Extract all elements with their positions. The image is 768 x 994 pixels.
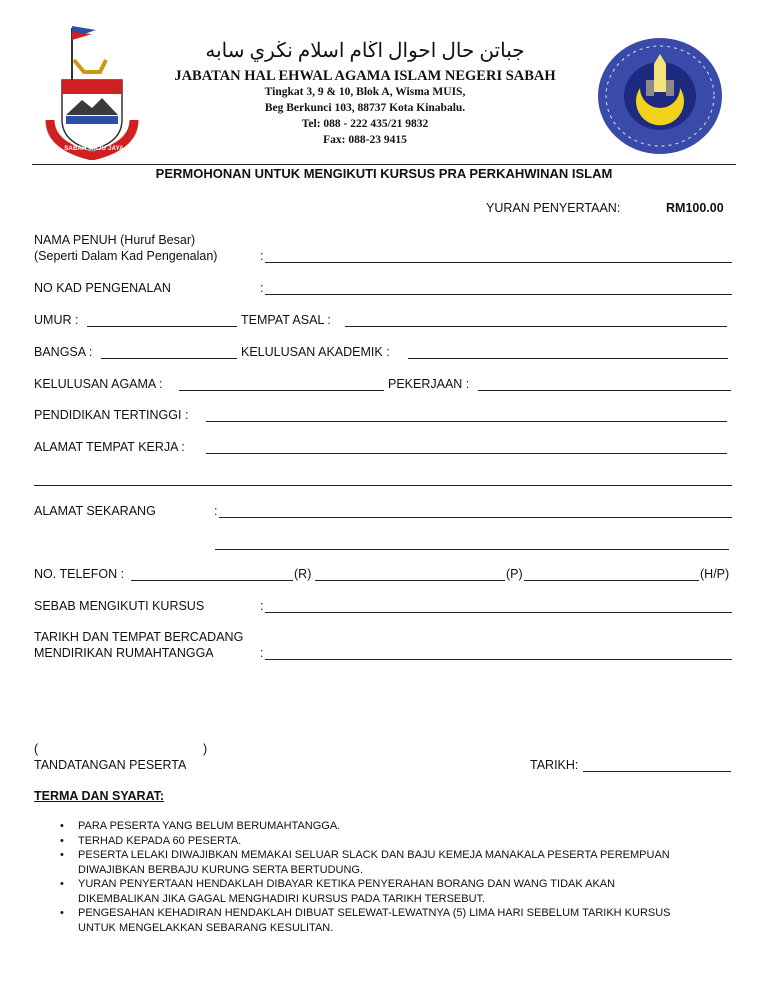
fax: Fax: 088-23 9415 — [323, 134, 407, 146]
fee-value: RM100.00 — [666, 201, 724, 215]
alamat-sekarang-field-1[interactable] — [219, 517, 732, 518]
term-item: • PARA PESERTA YANG BELUM BERUMAHTANGGA. — [60, 820, 341, 832]
tarikh-tempat-colon: : — [260, 646, 264, 660]
term-item: • PESERTA LELAKI DIWAJIBKAN MEMAKAI SELUAR SLACK DAN BAJU KEMEJA MANAKALA PESERTA PEREMPUAN DIWAJIBKAN BERBAJU KURUNG SERTA BERTUDUNG. — [60, 849, 670, 876]
alamat-sekarang-field-2[interactable] — [215, 549, 729, 550]
tarikh-tempat-label-1: TARIKH DAN TEMPAT BERCADANG — [34, 630, 244, 644]
telefon-rumah-field[interactable] — [131, 580, 293, 581]
bangsa-field[interactable] — [101, 358, 237, 359]
left-crest-motto: SABAH MAJU JAYA — [64, 146, 124, 152]
kelulusan-agama-label: KELULUSAN AGAMA : — [34, 377, 163, 391]
alamat-kerja-field-1[interactable] — [206, 453, 727, 454]
nama-sublabel: (Seperti Dalam Kad Pengenalan) — [34, 249, 218, 263]
alamat-sekarang-label: ALAMAT SEKARANG — [34, 504, 156, 518]
nama-label: NAMA PENUH (Huruf Besar) — [34, 233, 196, 247]
jawi-title: جباتن حال احوال اڬام اسلام نڬري سابه — [205, 40, 525, 62]
telefon-hp-label: (H/P) — [700, 567, 730, 581]
term-item: • TERHAD KEPADA 60 PESERTA. — [60, 834, 242, 847]
fee-label: YURAN PENYERTAAN: — [486, 201, 621, 215]
tarikh-field[interactable] — [583, 771, 731, 772]
signature-label: TANDATANGAN PESERTA — [34, 758, 187, 772]
signature-area[interactable] — [42, 740, 200, 756]
umur-field[interactable] — [87, 326, 237, 327]
bullet-icon: • — [60, 834, 64, 847]
telefon-p-label: (P) — [506, 567, 523, 581]
ic-label: NO KAD PENGENALAN — [34, 281, 171, 295]
pekerjaan-label: PEKERJAAN : — [388, 377, 470, 391]
bullet-icon: • — [60, 907, 64, 919]
umur-label: UMUR : — [34, 313, 79, 327]
signature-open-paren: ( — [34, 742, 39, 756]
telefon-hp-field[interactable] — [524, 580, 699, 581]
tarikh-label: TARIKH: — [530, 758, 579, 772]
tarikh-tempat-field[interactable] — [265, 659, 732, 660]
pendidikan-label: PENDIDIKAN TERTINGGI : — [34, 408, 189, 422]
bangsa-label: BANGSA : — [34, 345, 93, 359]
terms-list — [56, 819, 716, 935]
sebab-colon: : — [260, 599, 264, 613]
ic-field[interactable] — [265, 294, 732, 295]
pendidikan-field[interactable] — [206, 421, 727, 422]
department-name: JABATAN HAL EHWAL AGAMA ISLAM NEGERI SABAH — [174, 68, 556, 84]
form-title: PERMOHONAN UNTUK MENGIKUTI KURSUS PRA PERKAHWINAN ISLAM — [155, 166, 613, 181]
signature-close-paren: ) — [203, 742, 208, 756]
bullet-icon: • — [60, 820, 64, 832]
alamat-kerja-field-2[interactable] — [34, 485, 732, 486]
bullet-icon: • — [60, 849, 64, 861]
tempat-asal-field[interactable] — [345, 326, 727, 327]
telefon-pejabat-field[interactable] — [315, 580, 505, 581]
telephone: Tel: 088 - 222 435/21 9832 — [301, 118, 429, 130]
alamat-kerja-label: ALAMAT TEMPAT KERJA : — [34, 440, 185, 454]
pekerjaan-field[interactable] — [478, 390, 731, 391]
header-divider — [32, 164, 736, 165]
muis-seal-logo — [596, 36, 726, 156]
nama-colon: : — [260, 249, 264, 263]
tempat-asal-label: TEMPAT ASAL : — [241, 313, 331, 327]
bullet-icon: • — [60, 878, 64, 890]
sebab-label: SEBAB MENGIKUTI KURSUS — [34, 599, 205, 613]
address-line-2: Beg Berkunci 103, 88737 Kota Kinabalu. — [264, 102, 466, 114]
alamat-sekarang-colon: : — [214, 504, 218, 518]
nama-field[interactable] — [265, 262, 732, 263]
kelulusan-agama-field[interactable] — [179, 390, 384, 391]
sabah-crest-logo — [44, 20, 140, 160]
tarikh-tempat-label-2: MENDIRIKAN RUMAHTANGGA — [34, 646, 214, 660]
term-item: • YURAN PENYERTAAN HENDAKLAH DIBAYAR KETIKA PENYERAHAN BORANG DAN WANG TIDAK AKAN DIKEMBALIKAN JIKA GAGAL MENGHADIRI KURSUS PADA TARIKH TERSEBUT. — [60, 878, 616, 905]
kelulusan-akademik-label: KELULUSAN AKADEMIK : — [241, 345, 390, 359]
ic-colon: : — [260, 281, 264, 295]
telefon-r-label: (R) — [294, 567, 312, 581]
terms-heading: TERMA DAN SYARAT: — [34, 789, 165, 803]
term-item: • PENGESAHAN KEHADIRAN HENDAKLAH DIBUAT SELEWAT-LEWATNYA (5) LIMA HARI SEBELUM TARIKH KURSUS UNTUK MENGELAKKAN SEBARANG KESULITAN. — [60, 907, 671, 934]
kelulusan-akademik-field[interactable] — [408, 358, 728, 359]
sebab-field[interactable] — [265, 612, 732, 613]
address-line-1: Tingkat 3, 9 & 10, Blok A, Wisma MUIS, — [264, 86, 466, 98]
telefon-label: NO. TELEFON : — [34, 567, 125, 581]
